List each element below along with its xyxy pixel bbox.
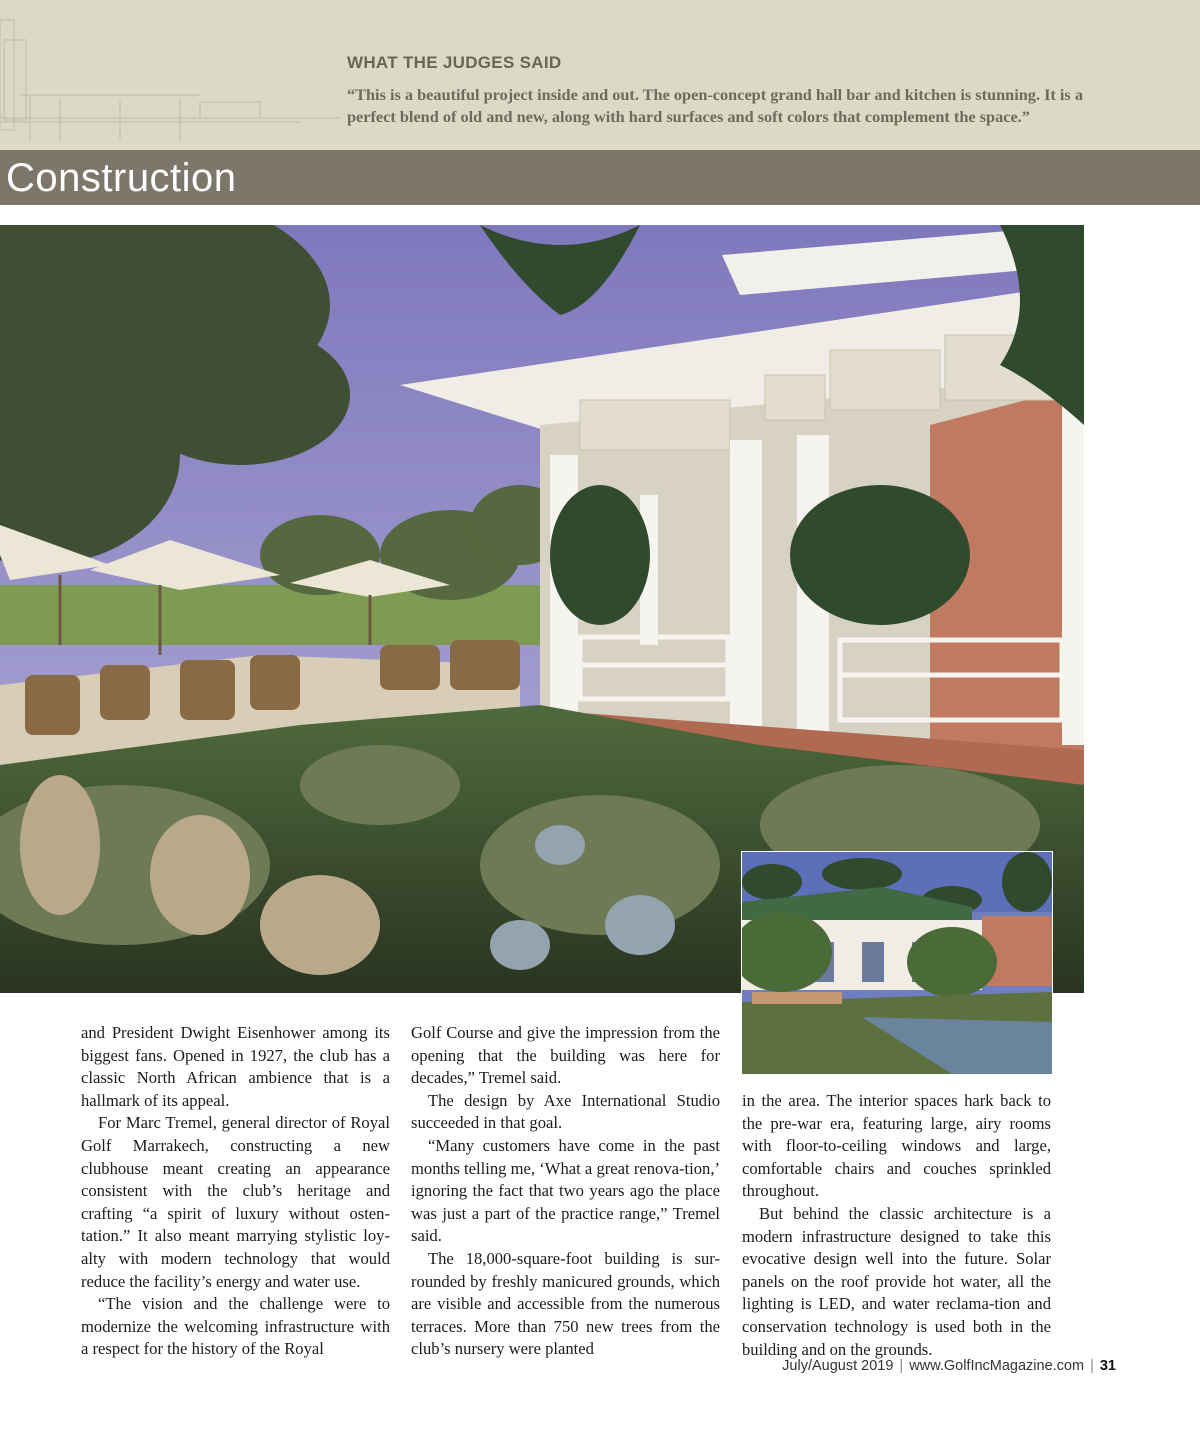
page-footer	[782, 1358, 1116, 1374]
page-number: 31	[1099, 1358, 1116, 1374]
clubhouse-pool-photo	[741, 851, 1053, 1075]
paragraph: For Marc Tremel, general director of Royal Golf Marrakech, constructing a new clubhouse meant creating an appearance consistent with the club’s heritage and crafting “a spirit of luxury without osten-tation.” It also meant marrying stylistic loy-alty with modern technology that would reduce the facility’s energy and water use.	[81, 1113, 390, 1291]
judges-band	[0, 0, 1200, 150]
blueprint-sketch-image	[0, 0, 340, 150]
article-column-2	[411, 1022, 720, 1361]
website-link[interactable]: www.GolfIncMagazine.com	[909, 1358, 1085, 1374]
judges-quote: “This is a beautiful project inside and out. The open-concept grand hall bar and kitchen is stunning. It is a perfect blend of old and new, along with hard surfaces and soft colors that complement the space.”	[347, 85, 1083, 126]
paragraph: The 18,000-square-foot building is sur-rounded by freshly manicured grounds, which are visible and accessible from the numerous terraces. More than 750 new trees from the club’s nursery were planted	[411, 1248, 720, 1359]
issue-date: July/August 2019	[782, 1358, 894, 1374]
footer-separator: |	[1090, 1358, 1094, 1374]
article-column-3	[742, 1090, 1051, 1361]
paragraph: But behind the classic architecture is a modern infrastructure designed to take this evocative design well into the future. Solar panels on the roof provide hot water, all the lighting is LED, and water reclama-tion and conservation technology is used both in the building and on the grounds.	[742, 1203, 1051, 1359]
article-column-1	[81, 1022, 390, 1361]
paragraph: The design by Axe International Studio succeeded in that goal.	[411, 1090, 720, 1133]
section-title: Construction	[6, 156, 237, 200]
paragraph: Golf Course and give the impression from the opening that the building was here for decades,” Tremel said.	[411, 1023, 720, 1088]
paragraph: and President Dwight Eisenhower among its biggest fans. Opened in 1927, the club has a classic North African ambience that is a hallmark of its appeal.	[81, 1023, 390, 1110]
footer-separator: |	[899, 1358, 904, 1374]
paragraph: in the area. The interior spaces hark back to the pre-war era, featuring large, airy rooms with floor-to-ceiling windows and large, comfortable chairs and couches sprinkled throughout.	[742, 1091, 1051, 1201]
paragraph: “The vision and the challenge were to modernize the welcoming infrastructure with a respect for the history of the Royal	[81, 1294, 390, 1359]
paragraph: “Many customers have come in the past months telling me, ‘What a great renova-tion,’ ignoring the fact that two years ago the place was just a part of the practice range,” Tremel said.	[411, 1135, 720, 1246]
judges-heading: WHAT THE JUDGES SAID	[347, 53, 562, 72]
